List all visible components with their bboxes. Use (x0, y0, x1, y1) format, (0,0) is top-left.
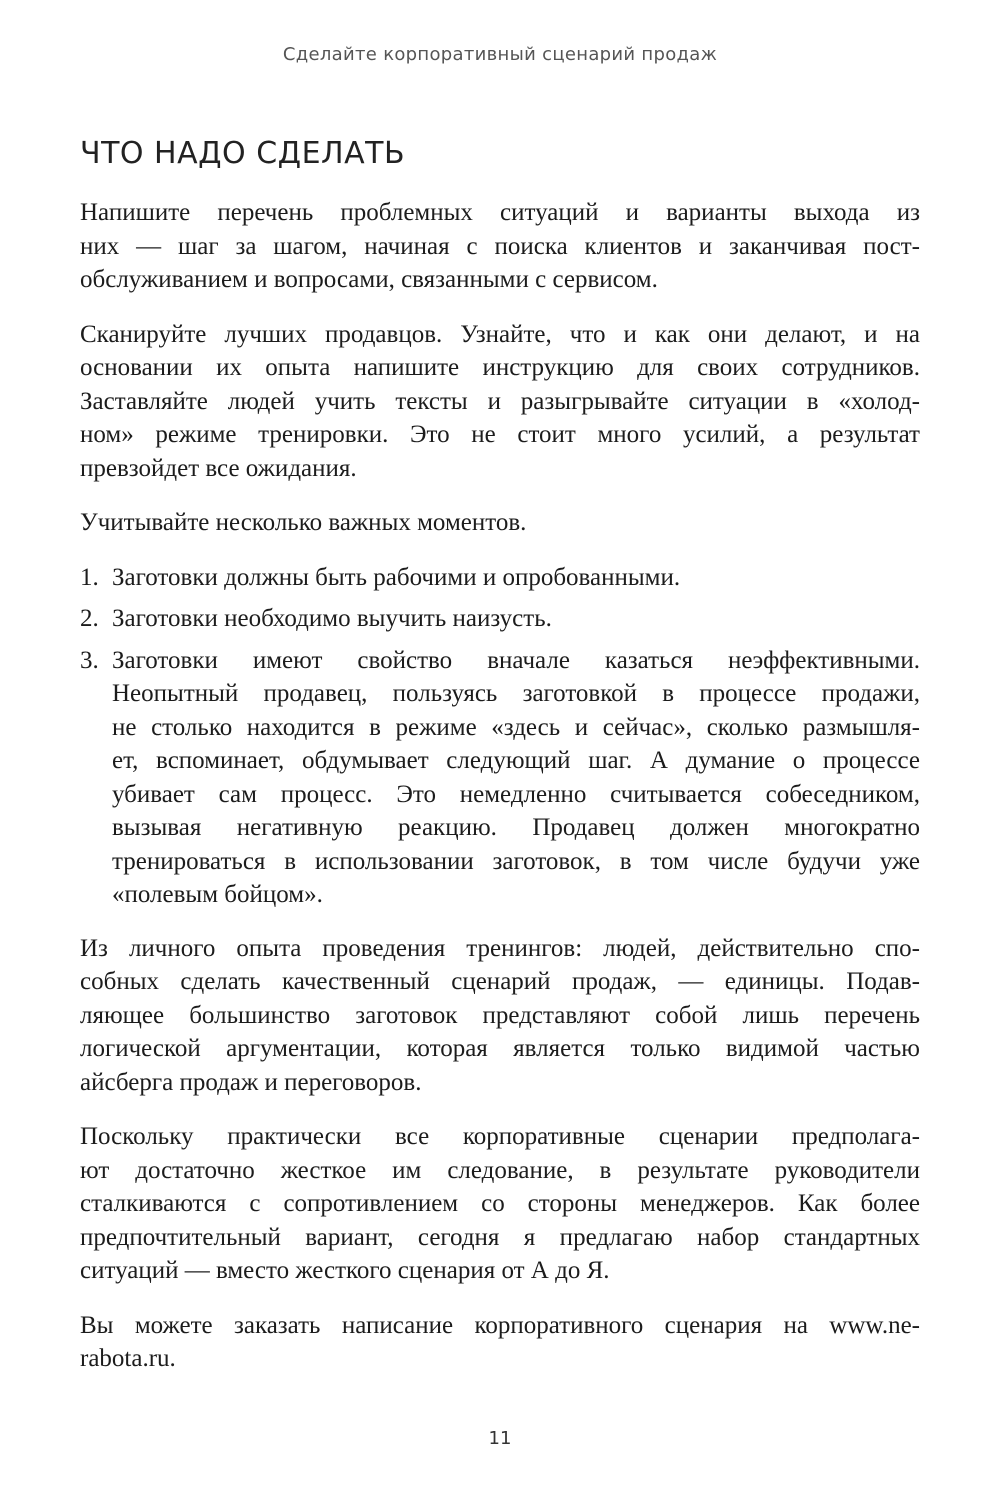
text-line: Заготовки имеют свойство вначале казаться неэффективными. (112, 646, 920, 674)
paragraph (80, 1120, 920, 1288)
text-line: Вы можете заказать написание корпоративного сценария на www.ne- (80, 1311, 920, 1339)
list-number: 2. (80, 605, 99, 632)
list-item (80, 644, 920, 912)
text-line: убивает сам процесс. Это немедленно считывается собеседником, (112, 780, 920, 808)
text-line: сталкиваются с сопротивлением со стороны менеджеров. Как более (80, 1190, 920, 1217)
text-line: собных сделать качественный сценарий продаж, — единицы. Подав- (80, 968, 920, 995)
paragraph (80, 932, 920, 1100)
text-line: логической аргументации, которая является только видимой частью (80, 1035, 920, 1062)
text-line: тренироваться в использовании заготовок, в том числе будучи уже (112, 847, 920, 875)
paragraph (80, 1309, 920, 1376)
text-line: ет, вспоминает, обдумывает следующий шаг. А думание о процессе (112, 747, 920, 774)
text-line: айсберга продаж и переговоров. (80, 1068, 422, 1096)
page-body (80, 196, 920, 1397)
running-head: Сделайте корпоративный сценарий продаж (282, 44, 718, 65)
text-line: Напишите перечень проблемных ситуаций и варианты выхода из (80, 199, 920, 226)
text-line: Сканируйте лучших продавцов. Узнайте, что и как они делают, и на (80, 320, 920, 348)
text-line: Из личного опыта проведения тренингов: людей, действительно спо- (80, 934, 920, 962)
paragraph (80, 318, 920, 486)
text-line: обслуживанием и вопросами, связанными с сервисом. (80, 266, 658, 293)
numbered-list (80, 561, 920, 912)
list-number: 1. (80, 563, 99, 591)
text-line: них — шаг за шагом, начиная с поиска клиентов и заканчивая пост- (80, 232, 920, 260)
text-line: rabota.ru. (80, 1345, 176, 1372)
text-line: Заготовки необходимо выучить наизусть. (112, 605, 552, 632)
list-item (80, 561, 920, 595)
text-line: Поскольку практически все корпоративные сценарии предполага- (80, 1123, 920, 1150)
text-line: «полевым бойцом». (112, 881, 323, 908)
section-heading: ЧТО НАДО СДЕЛАТЬ (80, 136, 406, 171)
text-line: основании их опыта напишите инструкцию для своих сотрудников. (80, 354, 920, 381)
text-line: ном» режиме тренировки. Это не стоит много усилий, а результат (80, 421, 920, 448)
list-item-text (112, 561, 920, 595)
text-line: Заготовки должны быть рабочими и опробованными. (112, 563, 681, 591)
paragraph (80, 506, 920, 540)
page-number: 11 (488, 1428, 512, 1449)
text-line: Учитывайте несколько важных моментов. (80, 509, 527, 536)
text-line: не столько находится в режиме «здесь и сейчас», сколько размышля- (112, 713, 920, 741)
paragraph (80, 196, 920, 297)
paragraphs-before (80, 196, 920, 540)
text-line: ситуаций — вместо жесткого сценария от А до Я. (80, 1257, 610, 1284)
text-line: превзойдет все ожидания. (80, 454, 357, 482)
text-line: ют достаточно жесткое им следование, в результате руководители (80, 1156, 920, 1184)
text-line: предпочтительный вариант, сегодня я предлагаю набор стандартных (80, 1223, 920, 1251)
text-line: Заставляйте людей учить тексты и разыгрывайте ситуации в «холод- (80, 387, 920, 415)
text-line: Неопытный продавец, пользуясь заготовкой в процессе продажи, (112, 680, 920, 707)
list-number: 3. (80, 646, 99, 674)
paragraphs-after (80, 932, 920, 1376)
list-item-text (112, 644, 920, 912)
list-item-text (112, 602, 920, 636)
text-line: ляющее большинство заготовок представляют собой лишь перечень (80, 1001, 920, 1029)
list-item (80, 602, 920, 636)
text-line: вызывая негативную реакцию. Продавец должен многократно (112, 814, 920, 841)
